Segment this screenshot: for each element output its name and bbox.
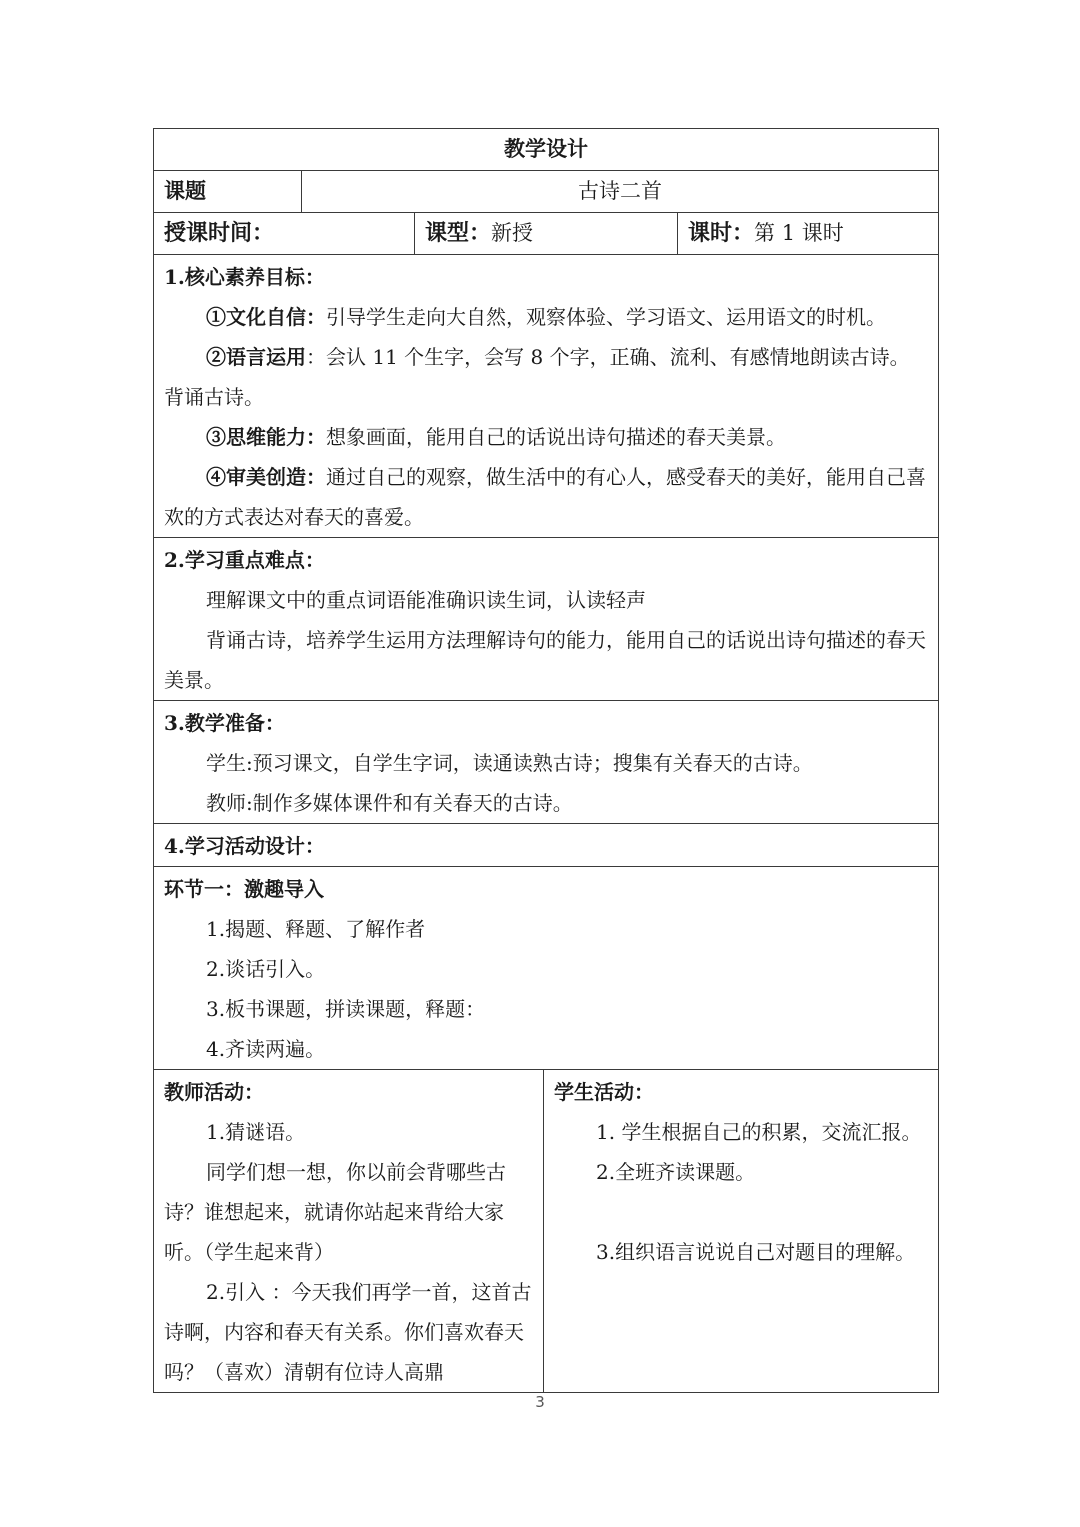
section4-cell — [154, 824, 939, 867]
goal-2-lead: ②语言运用 — [206, 345, 306, 369]
stage1-item-1: 1.揭题、释题、了解作者 — [206, 917, 426, 941]
period-label: 课时： — [688, 220, 755, 246]
section3-row — [154, 701, 939, 824]
goal-2 — [164, 337, 928, 417]
goal-4-lead: ④审美创造： — [206, 465, 326, 489]
student-activities-heading: 学生活动： — [554, 1080, 654, 1104]
topic-row — [154, 171, 939, 213]
lesson-plan-table — [153, 128, 939, 1393]
goal-3-text: 想象画面，能用自己的话说出诗句描述的春天美景。 — [326, 425, 786, 449]
teacher-para-3: 2.引入 ：今天我们再学一首，这首古诗啊，内容和春天有关系。你们喜欢春天吗？（喜欢）清朝有位诗人高鼎 — [164, 1280, 532, 1384]
period-cell — [678, 213, 939, 255]
topic-label: 课题 — [154, 171, 302, 213]
topic-value: 古诗二首 — [302, 171, 939, 213]
stage1-item-2: 2.谈话引入。 — [206, 957, 326, 981]
stage1-item-4: 4.齐读两遍。 — [206, 1037, 326, 1061]
time-label: 授课时间： — [164, 220, 275, 246]
section2-cell — [154, 538, 939, 701]
goal-4 — [164, 457, 928, 537]
teacher-para-1: 1.猜谜语。 — [206, 1120, 306, 1144]
section1-row — [154, 255, 939, 538]
goal-2-text: ：会认 11 个生字，会写 8 个字，正确、流利、有感情地朗读古诗。背诵古诗。 — [164, 345, 910, 409]
section4-row — [154, 824, 939, 867]
goal-1-lead: ①文化自信： — [206, 305, 326, 329]
section1-cell — [154, 255, 939, 538]
section2-line-2: 背诵古诗，培养学生运用方法理解诗句的能力，能用自己的话说出诗句描述的春天美景。 — [164, 628, 926, 692]
student-para-1: 1. 学生根据自己的积累，交流汇报。 — [596, 1120, 922, 1144]
type-label: 课型： — [425, 220, 492, 246]
table-title: 教学设计 — [154, 129, 939, 171]
stage1-item-3: 3.板书课题，拼读课题，释题： — [206, 997, 486, 1021]
section4-heading: 4.学习活动设计： — [164, 834, 325, 858]
section1-heading: 1.核心素养目标： — [164, 265, 325, 289]
section2-line-1: 理解课文中的重点词语能准确识读生词，认读轻声 — [206, 588, 646, 612]
time-cell — [154, 213, 415, 255]
section2-row — [154, 538, 939, 701]
type-cell — [415, 213, 678, 255]
section3-line-2: 教师:制作多媒体课件和有关春天的古诗。 — [206, 791, 573, 815]
section2-heading: 2.学习重点难点： — [164, 548, 325, 572]
section3-line-1: 学生:预习课文，自学生字词，读通读熟古诗；搜集有关春天的古诗。 — [206, 751, 813, 775]
title-row — [154, 129, 939, 171]
goal-3-lead: ③思维能力： — [206, 425, 326, 449]
period-value: 第 1 课时 — [754, 221, 844, 245]
student-para-2: 2.全班齐读课题。 — [596, 1160, 756, 1184]
activities-row — [154, 1070, 939, 1393]
teacher-activities-heading: 教师活动： — [164, 1080, 264, 1104]
student-para-3: 3.组织语言说说自己对题目的理解。 — [596, 1240, 916, 1264]
stage1-row — [154, 867, 939, 1070]
goal-3 — [164, 417, 928, 457]
teacher-para-2: 同学们想一想，你以前会背哪些古诗？谁想起来，就请你站起来背给大家听。（学生起来背） — [164, 1160, 506, 1264]
goal-4-text: 通过自己的观察，做生活中的有心人，感受春天的美好，能用自己喜欢的方式表达对春天的喜爱。 — [164, 465, 926, 529]
teacher-activities-cell — [154, 1070, 544, 1393]
section3-cell — [154, 701, 939, 824]
type-value: 新授 — [491, 221, 534, 245]
goal-1-text: 引导学生走向大自然，观察体验、学习语文、运用语文的时机。 — [326, 305, 886, 329]
student-activities-cell — [544, 1070, 939, 1393]
section3-heading: 3.教学准备： — [164, 711, 285, 735]
page-number: 3 — [535, 1393, 545, 1411]
meta-row — [154, 213, 939, 255]
stage1-cell — [154, 867, 939, 1070]
goal-1 — [164, 297, 928, 337]
stage1-heading: 环节一：激趣导入 — [164, 877, 324, 901]
student-spacer — [554, 1192, 928, 1232]
